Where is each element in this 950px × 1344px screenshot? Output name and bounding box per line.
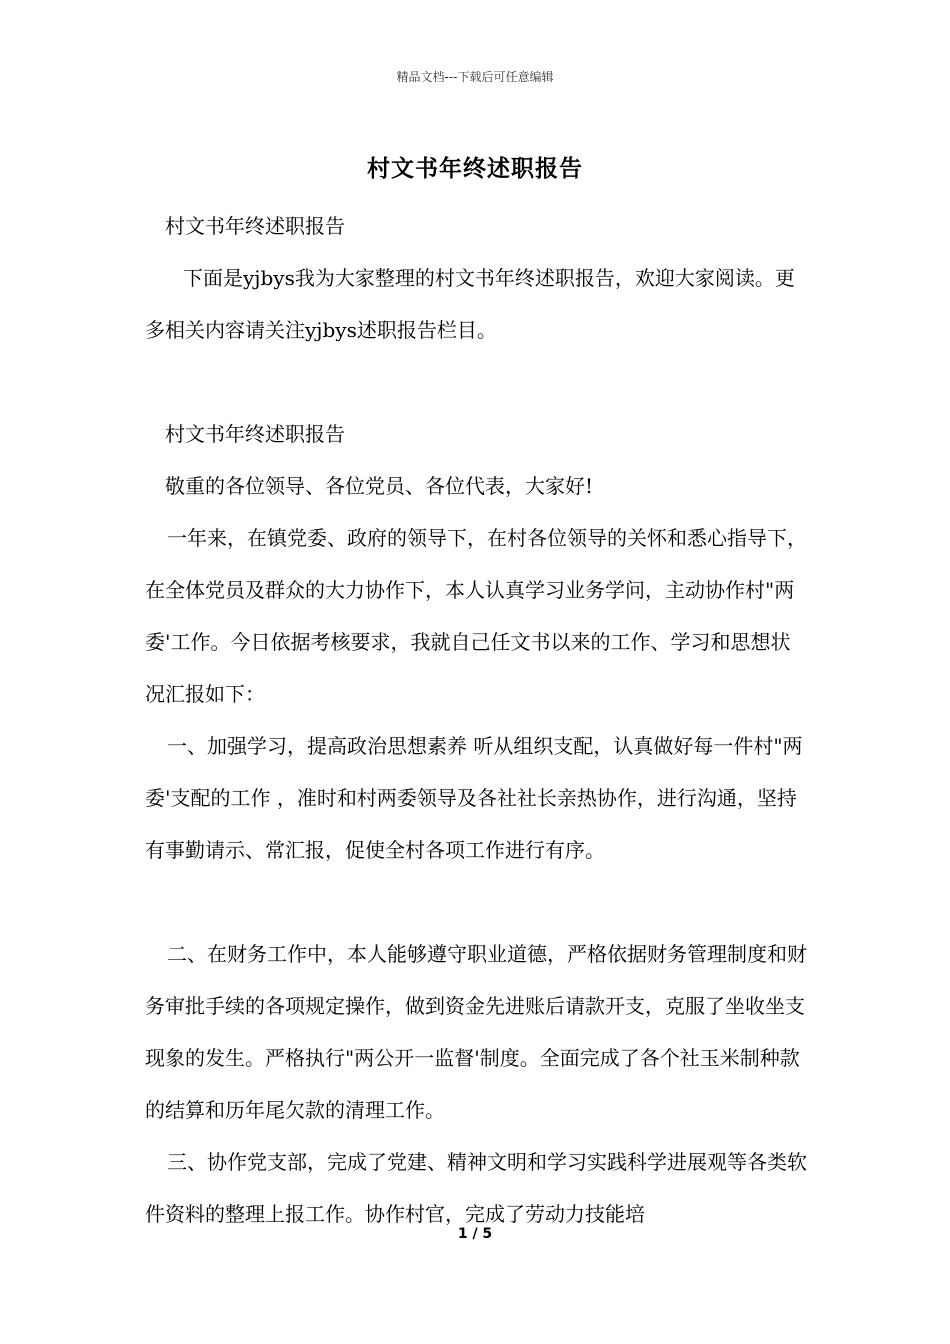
paragraph-greeting: 敬重的各位领导、各位党员、各位代表，大家好! [165, 474, 594, 498]
paragraph-section-3: 三、协作党支部，完成了党建、精神文明和学习实践科学进展观等各类软件资料的整理上报工作。协作村官，完成了劳动力技能培 [145, 1150, 807, 1226]
page-header: 精品文档---下载后可任意编辑 [396, 70, 554, 84]
spacer [145, 876, 810, 928]
document-title: 村文书年终述职报告 [367, 155, 583, 182]
paragraph-report-title: 村文书年终述职报告 [165, 422, 345, 446]
page-number: 1 / 5 [457, 1226, 493, 1242]
paragraph-section-2: 二、在财务工作中，本人能够遵守职业道德，严格依据财务管理制度和财务审批手续的各项规定操作，做到资金先进账后请款开支，克服了坐收坐支现象的发生。严格执行"两公开一监督'制度。全面完成了各个社玉米制种款的结算和历年尾欠款的清理工作。 [145, 942, 807, 1122]
paragraph-overview: 一年来，在镇党委、政府的领导下，在村各位领导的关怀和悉心指导下，在全体党员及群众的大力协作下，本人认真学习业务学问，主动协作村"两委'工作。今日依据考核要求，我就自己任文书以来的工作、学习和思想状况汇报如下： [145, 526, 807, 706]
spacer [145, 356, 810, 408]
paragraph-subtitle: 村文书年终述职报告 [165, 214, 345, 238]
paragraph-section-1: 一、加强学习，提高政治思想素养 听从组织支配，认真做好每一件村"两委'支配的工作 ，准时和村两委领导及各社社长亲热协作，进行沟通，坚持有事勤请示、常汇报，促使全村各项工作进行有序。 [145, 734, 803, 862]
document-body [145, 200, 810, 1240]
paragraph-intro: 下面是yjbys我为大家整理的村文书年终述职报告，欢迎大家阅读。更多相关内容请关注yjbys述职报告栏目。 [145, 266, 795, 342]
